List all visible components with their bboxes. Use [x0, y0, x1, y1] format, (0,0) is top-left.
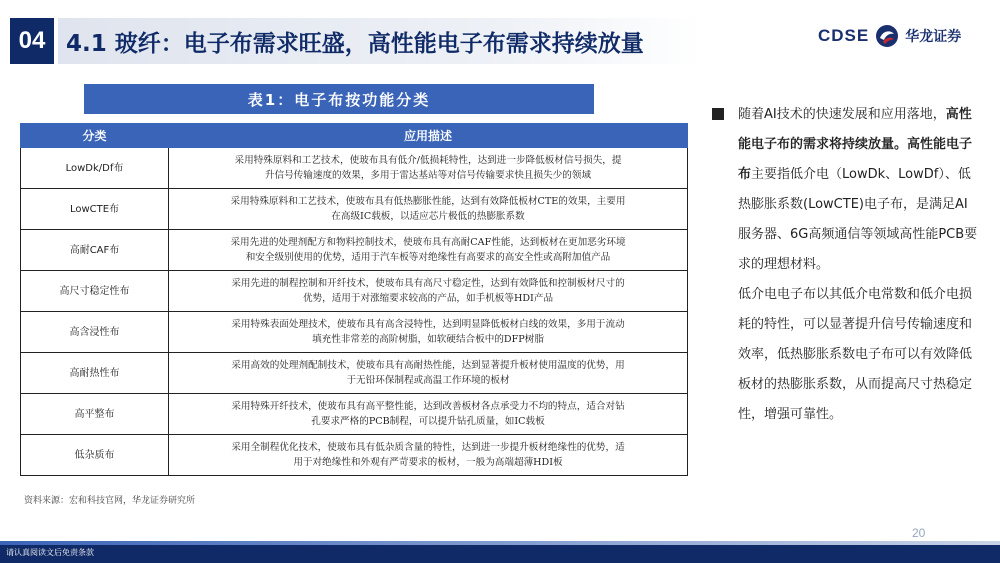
table-row: [21, 312, 688, 353]
description-line-1: 采用全制程优化技术，使玻布具有低杂质含量的特性，达到进一步提升板材绝缘性的优势，适: [231, 442, 625, 453]
table-body: [21, 148, 688, 476]
footer-bar: [0, 545, 1000, 563]
square-bullet-icon: [712, 108, 724, 120]
description-line-2: 于无铅环保制程或高温工作环境的板材: [346, 375, 510, 386]
row-category: 高耐热性布: [21, 353, 169, 394]
row-description: [169, 312, 688, 353]
header-description: 应用描述: [169, 124, 688, 148]
row-description: [169, 271, 688, 312]
description-line-1: 采用特殊开纤技术，使玻布具有高平整性能，达到改善板材各点承受力不均的特点，适合对钻: [231, 401, 625, 412]
table-header-row: [21, 124, 688, 148]
description-line-1: 采用特殊原料和工艺技术，使玻布具有低介/低损耗特性，达到进一步降低板材信号损失，提: [234, 155, 622, 166]
row-category: 高耐CAF布: [21, 230, 169, 271]
table-title: 表1：电子布按功能分类: [84, 84, 594, 114]
row-description: [169, 189, 688, 230]
row-category: LowCTE布: [21, 189, 169, 230]
row-category: 高平整布: [21, 394, 169, 435]
row-description: [169, 148, 688, 189]
table-row: [21, 230, 688, 271]
footer-disclaimer: 请认真阅读文后免责条款: [6, 548, 94, 557]
description-line-2: 用于对绝缘性和外观有严苛要求的板材，一般为高端超薄HDI板: [293, 457, 563, 468]
company-logo: [818, 24, 961, 48]
row-description: [169, 353, 688, 394]
description-line-1: 采用先进的制程控制和开纤技术，使玻布具有高尺寸稳定性，达到有效降低和控制板材尺寸的: [231, 278, 625, 289]
table-row: [21, 148, 688, 189]
source-note: 资料来源：宏和科技官网，华龙证券研究所: [24, 496, 196, 506]
description-line-2: 和安全级别使用的优势，适用于汽车板等对绝缘性有高要求的高安全性或高附加值产品: [245, 252, 611, 263]
description-line-2: 优势，适用于对涨缩要求较高的产品，如手机板等HDI产品: [302, 293, 554, 304]
section-number: 04: [10, 18, 54, 64]
description-line-1: 采用特殊表面处理技术，使玻布具有高含浸特性，达到明显降低板材白线的效果，多用于流动: [231, 319, 625, 330]
table-row: [21, 271, 688, 312]
table-row: [21, 189, 688, 230]
row-description: [169, 394, 688, 435]
description-line-1: 采用高效的处理剂配制技术，使玻布具有高耐热性能，达到显著提升板材使用温度的优势，用: [231, 360, 625, 371]
page-title: 4.1 玻纤：电子布需求旺盛，高性能电子布需求持续放量: [66, 30, 644, 57]
logo-text-cn: 华龙证券: [905, 29, 962, 45]
description-line-2: 在高级IC载板，以适应芯片极低的热膨胀系数: [331, 211, 525, 222]
para1-body: 主要指低介电（LowDk、LowDf）、低热膨胀系数(LowCTE)电子布，是满足AI服务器、6G高频通信等领域高性能PCB要求的理想材料。: [738, 167, 978, 272]
right-panel: [712, 100, 980, 430]
header-category: 分类: [21, 124, 169, 148]
description-line-2: 升信号传输速度的效果，多用于雷达基站等对信号传输要求快且损失少的领域: [264, 170, 592, 181]
row-category: 高尺寸稳定性布: [21, 271, 169, 312]
row-category: 低杂质布: [21, 435, 169, 476]
paragraph-1: [738, 100, 980, 280]
description-line-1: 采用特殊原料和工艺技术，使玻布具有低热膨胀性能，达到有效降低板材CTE的效果，主要用: [230, 196, 626, 207]
bullet-paragraph: [712, 100, 980, 280]
logo-text-en: CDSE: [818, 26, 870, 45]
row-category: LowDk/Df布: [21, 148, 169, 189]
row-description: [169, 435, 688, 476]
table-row: [21, 394, 688, 435]
table-row: [21, 353, 688, 394]
table-row: [21, 435, 688, 476]
description-line-2: 填充性非常差的高阶树脂，如软硬结合板中的DFP树脂: [312, 334, 544, 345]
description-line-2: 孔要求严格的PCB制程，可以提升钻孔质量，如IC载板: [311, 416, 545, 427]
paragraph-2: 低介电电子布以其低介电常数和低介电损耗的特性，可以显著提升信号传输速度和效率，低热膨胀系数电子布可以有效降低板材的热膨胀系数，从而提高尺寸热稳定性，增强可靠性。: [738, 287, 973, 422]
classification-table: [20, 123, 688, 476]
dragon-logo-icon: [875, 24, 899, 48]
description-line-1: 采用先进的处理剂配方和物料控制技术，使玻布具有高耐CAF性能，达到板材在更加恶劣环境: [230, 237, 626, 248]
para1-intro: 随着AI技术的快速发展和应用落地，: [738, 107, 946, 122]
row-category: 高含浸性布: [21, 312, 169, 353]
para1-emphasis: 高性能电子布的需求将持续放量。高性能电子布: [738, 107, 973, 182]
header: [0, 18, 1000, 68]
row-description: [169, 230, 688, 271]
page-number: 20: [912, 526, 926, 540]
title-bar: [58, 18, 700, 64]
